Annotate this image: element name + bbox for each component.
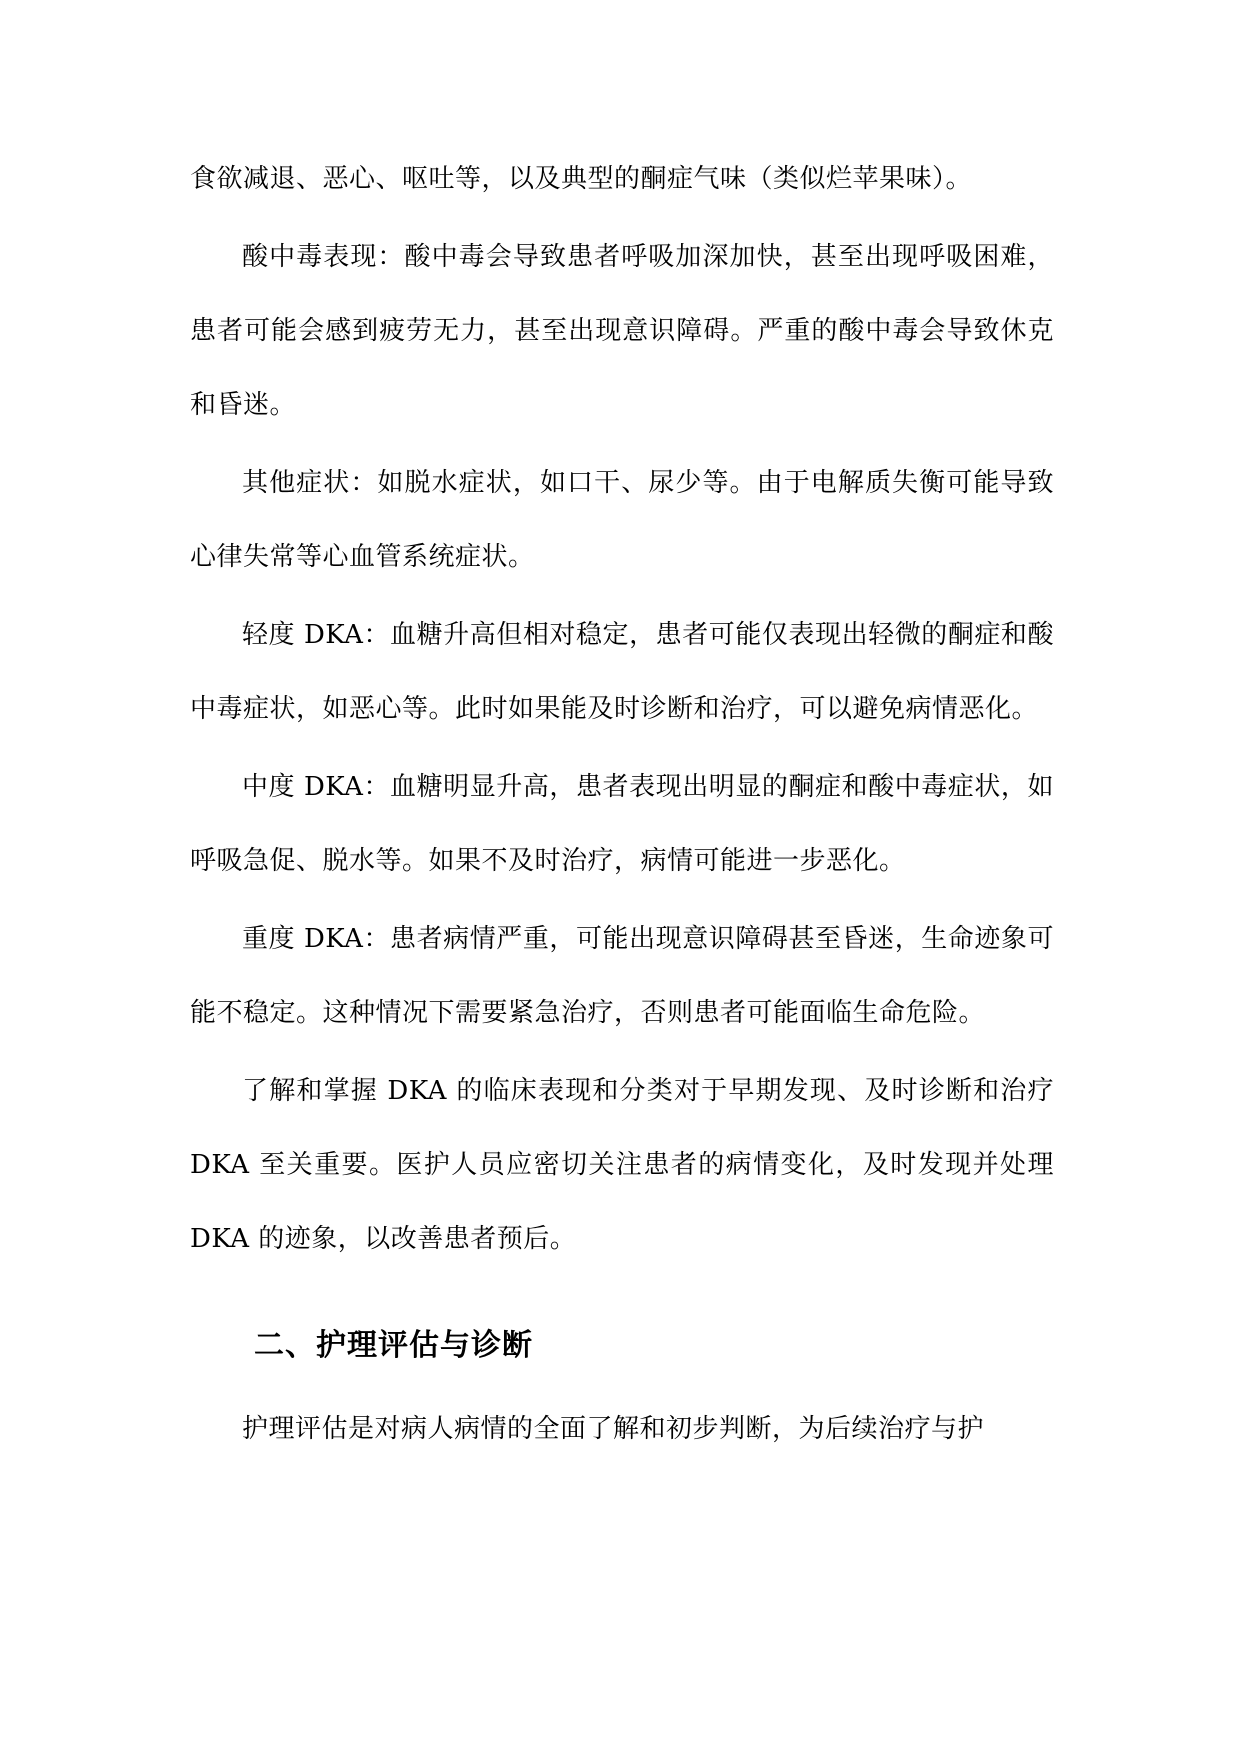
paragraph-severe-dka: 重度 DKA：患者病情严重，可能出现意识障碍甚至昏迷，生命迹象可能不稳定。这种情况下需要紧急治疗，否则患者可能面临生命危险。 (190, 924, 1054, 1028)
paragraph-summary: 了解和掌握 DKA 的临床表现和分类对于早期发现、及时诊断和治疗 DKA 至关重要。医护人员应密切关注患者的病情变化，及时发现并处理 DKA 的迹象，以改善患者预后。 (190, 1076, 1054, 1254)
paragraph-acidosis: 酸中毒表现：酸中毒会导致患者呼吸加深加快，甚至出现呼吸困难，患者可能会感到疲劳无力，甚至出现意识障碍。严重的酸中毒会导致休克和昏迷。 (190, 242, 1054, 420)
paragraph-ketosis-continued: 食欲减退、恶心、呕吐等，以及典型的酮症气味（类似烂苹果味）。 (190, 164, 973, 194)
paragraph-moderate-dka: 中度 DKA：血糖明显升高，患者表现出明显的酮症和酸中毒症状，如呼吸急促、脱水等。如果不及时治疗，病情可能进一步恶化。 (190, 772, 1054, 876)
section-heading: 二、护理评估与诊断 (254, 1328, 533, 1363)
document-body (190, 142, 1054, 1470)
paragraph-nursing-assessment: 护理评估是对病人病情的全面了解和初步判断，为后续治疗与护 (242, 1414, 985, 1444)
paragraph-mild-dka: 轻度 DKA：血糖升高但相对稳定，患者可能仅表现出轻微的酮症和酸中毒症状，如恶心等。此时如果能及时诊断和治疗，可以避免病情恶化。 (190, 620, 1054, 724)
paragraph-other-symptoms: 其他症状：如脱水症状，如口干、尿少等。由于电解质失衡可能导致心律失常等心血管系统症状。 (190, 468, 1054, 572)
